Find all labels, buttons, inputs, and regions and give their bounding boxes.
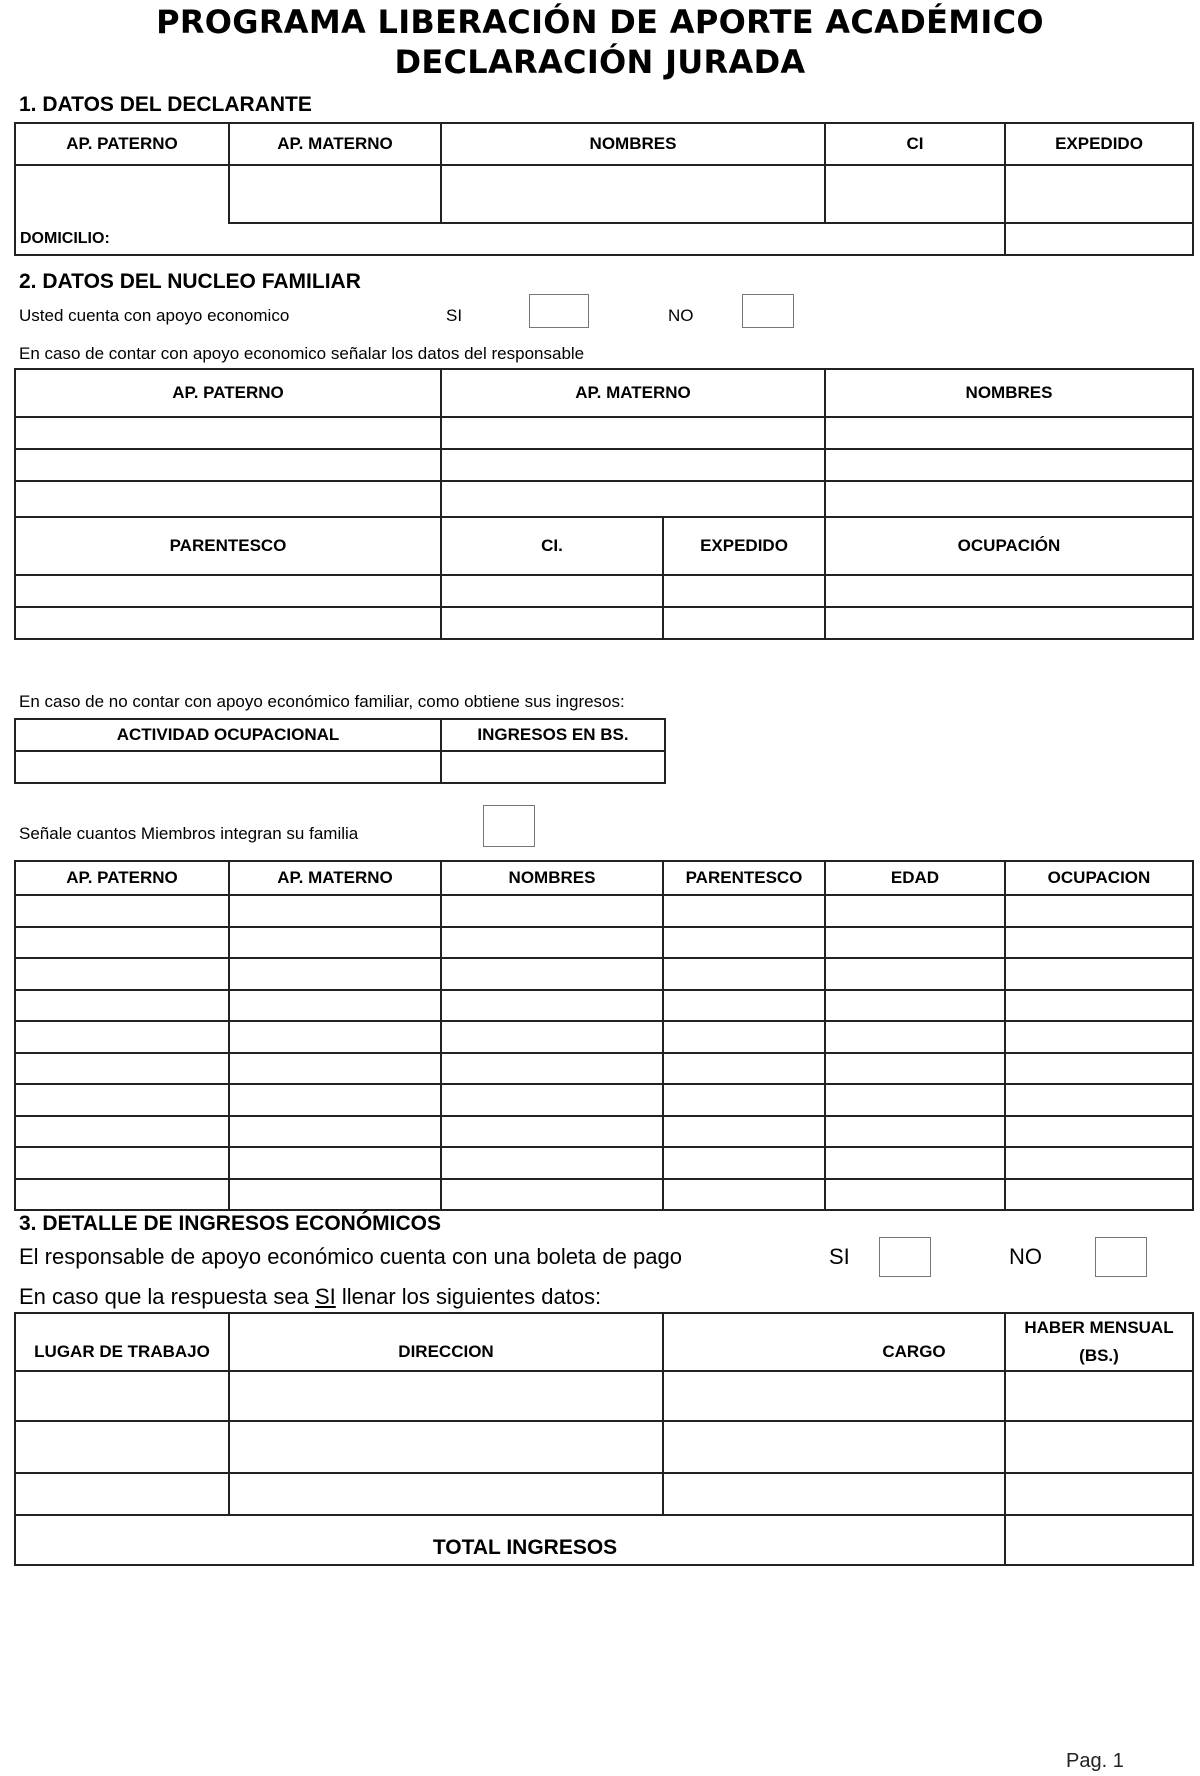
table-cell[interactable] bbox=[663, 1371, 1005, 1421]
payslip-si-label: SI bbox=[829, 1244, 850, 1269]
table-cell[interactable] bbox=[229, 895, 441, 927]
table-cell[interactable] bbox=[15, 895, 229, 927]
table-row bbox=[15, 927, 1193, 959]
col-ap-paterno: AP. PATERNO bbox=[15, 861, 229, 895]
col-ap-paterno: AP. PATERNO bbox=[15, 369, 441, 417]
table-cell[interactable] bbox=[441, 927, 663, 959]
form-title: PROGRAMA LIBERACIÓN DE APORTE ACADÉMICO bbox=[156, 3, 1044, 41]
col-nombres: NOMBRES bbox=[441, 861, 663, 895]
table-cell[interactable] bbox=[15, 607, 441, 639]
table-cell[interactable] bbox=[15, 1371, 229, 1421]
table-cell[interactable] bbox=[825, 575, 1193, 607]
field-ci[interactable] bbox=[825, 165, 1005, 223]
page-number: Pag. 1 bbox=[1066, 1750, 1124, 1772]
table-cell[interactable] bbox=[15, 927, 229, 959]
table-cell[interactable] bbox=[441, 1179, 663, 1211]
income-table bbox=[14, 718, 666, 784]
table-cell[interactable] bbox=[1005, 1473, 1193, 1515]
table-cell[interactable] bbox=[825, 927, 1005, 959]
members-question: Señale cuantos Miembros integran su familia bbox=[19, 824, 359, 843]
table-cell[interactable] bbox=[15, 1116, 229, 1148]
payslip-si-checkbox[interactable] bbox=[879, 1237, 931, 1277]
field-expedido[interactable] bbox=[1005, 165, 1193, 223]
col-direccion: DIRECCION bbox=[229, 1313, 663, 1371]
col-ci: CI. bbox=[441, 517, 663, 575]
field-domicilio-extra[interactable] bbox=[1005, 223, 1193, 255]
table-cell[interactable] bbox=[825, 481, 1193, 517]
table-cell[interactable] bbox=[1005, 927, 1193, 959]
table-cell[interactable] bbox=[229, 1371, 663, 1421]
support-no-checkbox[interactable] bbox=[742, 294, 794, 328]
table-cell[interactable] bbox=[15, 1421, 229, 1473]
field-domicilio[interactable] bbox=[15, 223, 1005, 255]
table-cell[interactable] bbox=[825, 1179, 1005, 1211]
table-cell[interactable] bbox=[441, 1084, 663, 1116]
section3-heading: 3. DETALLE DE INGRESOS ECONÓMICOS bbox=[19, 1212, 441, 1235]
table-cell[interactable] bbox=[15, 751, 441, 783]
col-ocupacion: OCUPACIÓN bbox=[825, 517, 1193, 575]
table-cell[interactable] bbox=[15, 1147, 229, 1179]
table-cell[interactable] bbox=[825, 1147, 1005, 1179]
col-ap-materno: AP. MATERNO bbox=[229, 123, 441, 165]
table-cell[interactable] bbox=[1005, 1371, 1193, 1421]
payslip-note bbox=[19, 1284, 601, 1310]
col-ingresos-bs: INGRESOS EN BS. bbox=[441, 719, 665, 751]
table-cell[interactable] bbox=[663, 1021, 825, 1053]
table-cell[interactable] bbox=[1005, 1053, 1193, 1085]
table-cell[interactable] bbox=[229, 1084, 441, 1116]
payslip-table bbox=[14, 1312, 1194, 1566]
table-row bbox=[15, 1116, 1193, 1148]
responsible-note: En caso de contar con apoyo economico señalar los datos del responsable bbox=[19, 344, 585, 363]
total-ingresos-label-cell bbox=[15, 1515, 1005, 1565]
field-ap-materno[interactable] bbox=[229, 165, 441, 223]
table-cell[interactable] bbox=[15, 449, 441, 481]
field-ap-paterno[interactable] bbox=[15, 165, 229, 223]
col-lugar-de-trabajo: LUGAR DE TRABAJO bbox=[15, 1313, 229, 1371]
table-cell[interactable] bbox=[229, 1116, 441, 1148]
col-nombres: NOMBRES bbox=[825, 369, 1193, 417]
payslip-note-after: llenar los siguientes datos: bbox=[335, 1284, 602, 1309]
payslip-no-label: NO bbox=[1009, 1244, 1042, 1269]
table-cell[interactable] bbox=[229, 1021, 441, 1053]
table-cell[interactable] bbox=[1005, 1084, 1193, 1116]
table-cell[interactable] bbox=[1005, 1421, 1193, 1473]
table-cell[interactable] bbox=[825, 1116, 1005, 1148]
section1-heading: 1. DATOS DEL DECLARANTE bbox=[19, 93, 312, 116]
col-nombres: NOMBRES bbox=[441, 123, 825, 165]
support-no-label: NO bbox=[668, 306, 694, 325]
table-cell[interactable] bbox=[441, 1053, 663, 1085]
table-cell[interactable] bbox=[15, 1473, 229, 1515]
table-cell[interactable] bbox=[229, 1421, 663, 1473]
table-cell[interactable] bbox=[15, 1084, 229, 1116]
table-cell[interactable] bbox=[229, 1179, 441, 1211]
table-cell[interactable] bbox=[1005, 1021, 1193, 1053]
table-cell[interactable] bbox=[441, 481, 825, 517]
table-cell[interactable] bbox=[441, 958, 663, 990]
col-expedido: EXPEDIDO bbox=[1005, 123, 1193, 165]
table-cell[interactable] bbox=[229, 1147, 441, 1179]
table-cell[interactable] bbox=[663, 1473, 1005, 1515]
support-si-label: SI bbox=[446, 306, 463, 325]
support-si-checkbox[interactable] bbox=[529, 294, 589, 328]
col-haber-mensual bbox=[1005, 1313, 1193, 1371]
col-ap-materno: AP. MATERNO bbox=[229, 861, 441, 895]
form-subtitle: DECLARACIÓN JURADA bbox=[394, 43, 806, 81]
col-actividad-ocupacional: ACTIVIDAD OCUPACIONAL bbox=[15, 719, 441, 751]
table-row bbox=[15, 895, 1193, 927]
table-cell[interactable] bbox=[825, 895, 1005, 927]
table-cell[interactable] bbox=[825, 990, 1005, 1022]
field-nombres[interactable] bbox=[441, 165, 825, 223]
responsible-table-a bbox=[14, 368, 1194, 518]
table-cell[interactable] bbox=[663, 1421, 1005, 1473]
table-cell[interactable] bbox=[229, 927, 441, 959]
support-question: Usted cuenta con apoyo economico bbox=[19, 306, 290, 325]
table-cell[interactable] bbox=[441, 990, 663, 1022]
table-row bbox=[15, 1179, 1193, 1211]
table-cell[interactable] bbox=[1005, 895, 1193, 927]
table-cell[interactable] bbox=[663, 1116, 825, 1148]
col-ap-paterno: AP. PATERNO bbox=[15, 123, 229, 165]
table-cell[interactable] bbox=[441, 417, 825, 449]
table-cell[interactable] bbox=[663, 1147, 825, 1179]
table-cell[interactable] bbox=[663, 895, 825, 927]
col-expedido: EXPEDIDO bbox=[663, 517, 825, 575]
table-cell[interactable] bbox=[663, 990, 825, 1022]
section2-heading: 2. DATOS DEL NUCLEO FAMILIAR bbox=[19, 270, 361, 293]
table-cell[interactable] bbox=[1005, 1116, 1193, 1148]
table-cell[interactable] bbox=[1005, 990, 1193, 1022]
haber-mensual-line2: (BS.) bbox=[1079, 1346, 1119, 1365]
domicilio-label: DOMICILIO: bbox=[20, 230, 110, 247]
table-cell[interactable] bbox=[663, 1053, 825, 1085]
table-cell[interactable] bbox=[441, 751, 665, 783]
table-cell[interactable] bbox=[15, 575, 441, 607]
payslip-question: El responsable de apoyo económico cuenta con una boleta de pago bbox=[19, 1244, 682, 1269]
table-cell[interactable] bbox=[15, 1053, 229, 1085]
table-cell[interactable] bbox=[1005, 1179, 1193, 1211]
payslip-no-checkbox[interactable] bbox=[1095, 1237, 1147, 1277]
table-cell[interactable] bbox=[441, 1116, 663, 1148]
table-cell[interactable] bbox=[229, 1473, 663, 1515]
table-cell[interactable] bbox=[229, 990, 441, 1022]
col-ocupacion: OCUPACION bbox=[1005, 861, 1193, 895]
table-row bbox=[15, 1053, 1193, 1085]
members-table bbox=[14, 860, 1194, 1211]
total-ingresos-field[interactable] bbox=[1005, 1515, 1193, 1565]
table-cell[interactable] bbox=[441, 895, 663, 927]
table-cell[interactable] bbox=[825, 958, 1005, 990]
table-cell[interactable] bbox=[825, 417, 1193, 449]
table-cell[interactable] bbox=[15, 990, 229, 1022]
col-edad: EDAD bbox=[825, 861, 1005, 895]
col-ap-materno: AP. MATERNO bbox=[441, 369, 825, 417]
table-cell[interactable] bbox=[15, 481, 441, 517]
table-cell[interactable] bbox=[825, 607, 1193, 639]
table-cell[interactable] bbox=[825, 1053, 1005, 1085]
table-cell[interactable] bbox=[441, 1021, 663, 1053]
haber-mensual-line1: HABER MENSUAL bbox=[1024, 1318, 1174, 1337]
table-cell[interactable] bbox=[441, 575, 663, 607]
table-cell[interactable] bbox=[663, 1179, 825, 1211]
table-cell[interactable] bbox=[1005, 1147, 1193, 1179]
table-cell[interactable] bbox=[441, 607, 663, 639]
payslip-note-before: En caso que la respuesta sea bbox=[19, 1284, 315, 1309]
table-cell[interactable] bbox=[825, 1084, 1005, 1116]
table-row bbox=[15, 1147, 1193, 1179]
table-cell[interactable] bbox=[15, 417, 441, 449]
table-cell[interactable] bbox=[663, 958, 825, 990]
table-cell[interactable] bbox=[15, 1179, 229, 1211]
table-cell[interactable] bbox=[229, 958, 441, 990]
table-cell[interactable] bbox=[663, 1084, 825, 1116]
table-row bbox=[15, 958, 1193, 990]
table-cell[interactable] bbox=[15, 1021, 229, 1053]
table-cell[interactable] bbox=[15, 958, 229, 990]
total-ingresos-label: TOTAL INGRESOS bbox=[432, 1536, 618, 1559]
col-parentesco: PARENTESCO bbox=[663, 861, 825, 895]
no-support-note: En caso de no contar con apoyo económico familiar, como obtiene sus ingresos: bbox=[19, 692, 625, 711]
table-cell[interactable] bbox=[825, 1021, 1005, 1053]
table-cell[interactable] bbox=[663, 607, 825, 639]
members-count-box[interactable] bbox=[483, 805, 535, 847]
table-cell[interactable] bbox=[441, 449, 825, 481]
table-cell[interactable] bbox=[663, 927, 825, 959]
col-ci: CI bbox=[825, 123, 1005, 165]
col-parentesco: PARENTESCO bbox=[15, 517, 441, 575]
table-cell[interactable] bbox=[229, 1053, 441, 1085]
col-cargo: CARGO bbox=[663, 1313, 1005, 1371]
table-cell[interactable] bbox=[441, 1147, 663, 1179]
table-row bbox=[15, 1021, 1193, 1053]
table-row bbox=[15, 1084, 1193, 1116]
payslip-note-si: SI bbox=[314, 1284, 336, 1309]
table-cell[interactable] bbox=[663, 575, 825, 607]
table-row bbox=[15, 990, 1193, 1022]
table-cell[interactable] bbox=[1005, 958, 1193, 990]
declarant-table bbox=[14, 122, 1194, 256]
table-cell[interactable] bbox=[825, 449, 1193, 481]
responsible-table-b bbox=[14, 516, 1194, 640]
